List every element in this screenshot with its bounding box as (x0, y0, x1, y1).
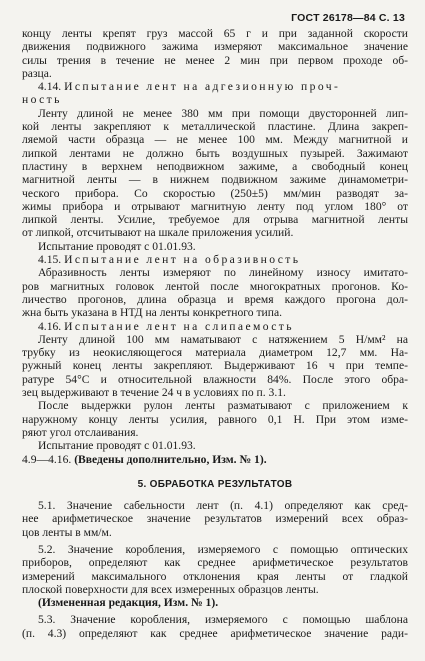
text-line: измерений максимального отклонения края ленты от гладкой (22, 569, 408, 583)
paragraph-5-1 (22, 499, 408, 539)
section-4-16-title (22, 320, 408, 333)
page-header: ГОСТ 26178—84 С. 13 (291, 12, 405, 24)
text-line: наружному концу ленты усилия, равного 0,1 Н. При этом изме- (22, 412, 408, 426)
text-line: кой ленты закрепляют к металлической пластине. Длина закреп- (22, 120, 408, 134)
text-line: зец выдерживают в течение 24 ч в условиях по п. 3.1. (22, 386, 286, 400)
text-line: Абразивность ленты измеряют по линейному износу имитато- (38, 266, 408, 280)
text-line: приборов, определяют как среднее арифметическое результатов (22, 556, 408, 570)
section-title-text: Испытание лент на слипаемость (64, 319, 294, 333)
section-4-14-title (22, 80, 408, 93)
test-date-4-16: Испытание проводят с 01.01.93. (38, 439, 196, 453)
section-4-16-paragraph (22, 333, 408, 399)
section-4-14-title-cont: ность (22, 93, 62, 107)
amendment-text: (Введены дополнительно, Изм. № 1). (74, 452, 267, 466)
section-4-16-paragraph-b (22, 399, 408, 439)
text-line: движения подвижного зажима измеряют максимальное значение (22, 40, 408, 54)
text-line: жна быть указана в НТД на ленты конкретного типа. (22, 306, 282, 320)
amendment-note-4-9 (22, 453, 408, 466)
section-4-15-title (22, 253, 408, 266)
text-line: ряют угол отслаивания. (22, 425, 139, 439)
amendment-range: 4.9—4.16. (22, 452, 72, 466)
section-5-heading: 5. ОБРАБОТКА РЕЗУЛЬТАТОВ (137, 478, 293, 490)
paragraph-5-2 (22, 543, 408, 596)
section-title-text: Испытание лент на образивность (64, 253, 301, 267)
text-line: трубку из неокисляющегося материала диаметром 12,7 мм. На- (22, 346, 408, 360)
text-line: концу ленты крепят груз массой 65 г и при заданной скорости (22, 27, 408, 40)
text-line: магнитной ленты — в нижнем подвижном зажиме динамометри- (22, 173, 408, 187)
text-line: ров магнитных головок лентой после многократных прогонов. Ко- (22, 279, 408, 293)
text-line: плоской поверхности для всех измеренных образцов ленты. (22, 582, 319, 596)
paragraph-5-3 (22, 613, 408, 640)
section-number: 4.16. (38, 319, 62, 333)
text-line: липкой ленты. Усилие, требуемое для отрыва магнитной ленты (22, 213, 408, 227)
text-line: ческого прибора. Со скоростью (250±5) мм/мин разводят за- (22, 186, 408, 200)
text-line: липкой лентами не должно быть воздушных пузырей. Зажимают (22, 146, 408, 160)
text-line: пластину в верхнем неподвижном зажиме, а свободный конец (22, 159, 408, 173)
section-number: 4.14. (38, 80, 62, 94)
text-line: (п. 4.3) определяют как среднее арифметическое значение ради- (22, 626, 408, 640)
section-4-15-paragraph (22, 266, 408, 319)
text-line: разца. (22, 66, 52, 80)
text-line: жимы прибора и отрывают магнитную ленту под углом 180° от (22, 199, 408, 213)
test-date-4-14: Испытание проводят с 01.01.93. (38, 239, 196, 253)
text-line: 5.1. Значение сабельности лент (п. 4.1) определяют как сред- (38, 499, 408, 513)
text-line: Ленту длиной не менее 380 мм при помощи двусторонней лип- (38, 106, 408, 120)
text-line: силы трения в течение не менее 2 мин при первом проходе об- (22, 53, 408, 67)
section-title-text: Испытание лент на адгезионную проч- (64, 80, 341, 94)
text-line: Ленту длиной 100 мм наматывают с натяжением 5 Н/мм² на (38, 332, 408, 346)
text-line: ратуре 54°С и относительной влажности 84%. После этого обра- (22, 372, 408, 386)
text-line: личество прогонов, длина образца и время каждого прогона дол- (22, 292, 408, 306)
text-line: 5.3. Значение коробления, измеряемого с помощью шаблона (38, 613, 408, 627)
section-number: 4.15. (38, 253, 62, 267)
text-line: нее арифметическое значение результатов измерений всех образ- (22, 512, 408, 526)
amendment-note-5-2: (Измененная редакция, Изм. № 1). (38, 596, 219, 610)
friction-paragraph (22, 27, 408, 80)
text-line: ружный конец ленты закрепляют. Выдерживают 16 ч при темпе- (22, 359, 408, 373)
section-4-14-paragraph (22, 107, 408, 240)
text-line: от липкой, отсчитывают на шкале приложения усилий. (22, 226, 294, 240)
text-line: ляемой части образца — не менее 100 мм. Между магнитной и (22, 133, 408, 147)
text-line: 5.2. Значение коробления, измеряемого с помощью оптических (38, 542, 408, 556)
text-line: цов ленты в мм/м. (22, 525, 112, 539)
document-body (22, 27, 408, 640)
text-line: После выдержки рулон ленты разматывают с приложением к (38, 399, 408, 413)
